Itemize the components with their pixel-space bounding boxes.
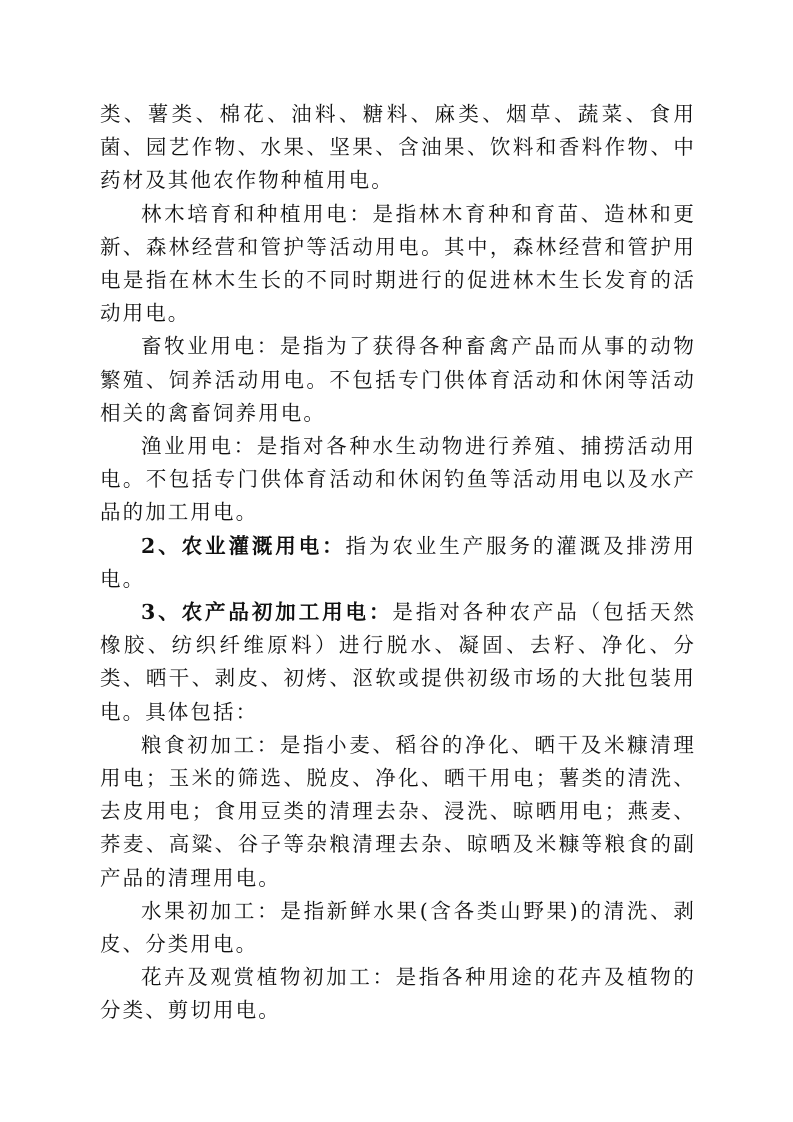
paragraph-forestry <box>100 198 696 331</box>
paragraph-irrigation <box>100 530 696 596</box>
paragraph-text: 类、薯类、棉花、油料、糖料、麻类、烟草、蔬菜、食用菌、园艺作物、水果、坚果、含油果、饮料和香料作物、中药材及其他农作物种植用电。 <box>100 102 696 193</box>
paragraph-text: 林木培育和种植用电：是指林木育种和育苗、造林和更新、森林经营和管护等活动用电。其中，森林经营和管护用电是指在林木生长的不同时期进行的促进林木生长发育的活动用电。 <box>100 201 696 326</box>
section-heading: 3、农产品初加工用电： <box>141 600 393 625</box>
paragraph-text: 水果初加工：是指新鲜水果(含各类山野果)的清洗、剥皮、分类用电。 <box>100 898 696 957</box>
paragraph-fishery <box>100 430 696 530</box>
paragraph-primary-processing <box>100 596 696 729</box>
paragraph-grain-processing <box>100 729 696 895</box>
paragraph-livestock <box>100 330 696 430</box>
paragraph-fruit-processing <box>100 895 696 961</box>
paragraph-text: 畜牧业用电：是指为了获得各种畜禽产品而从事的动物繁殖、饲养活动用电。不包括专门供体育活动和休闲等活动相关的禽畜饲养用电。 <box>100 334 696 425</box>
document-page <box>100 98 696 1028</box>
paragraph-crop-planting-continued <box>100 98 696 198</box>
section-heading: 2、农业灌溉用电： <box>141 533 346 558</box>
paragraph-text: 花卉及观赏植物初加工：是指各种用途的花卉及植物的分类、剪切用电。 <box>100 965 696 1023</box>
paragraph-text: 渔业用电：是指对各种水生动物进行养殖、捕捞活动用电。不包括专门供体育活动和休闲钓鱼等活动用电以及水产品的加工用电。 <box>100 434 696 525</box>
paragraph-flower-processing <box>100 961 696 1027</box>
paragraph-text: 是指对各种农产品（包括天然橡胶、纺织纤维原料）进行脱水、凝固、去籽、净化、分类、晒干、剥皮、初烤、沤软或提供初级市场的大批包装用电。具体包括： <box>100 600 696 724</box>
paragraph-text: 粮食初加工：是指小麦、稻谷的净化、晒干及米糠清理用电；玉米的筛选、脱皮、净化、晒干用电；薯类的清洗、去皮用电；食用豆类的清理去杂、浸洗、晾晒用电；燕麦、荞麦、高粱、谷子等杂粮清理去杂、晾晒及米糠等粮食的副产品的清理用电。 <box>100 732 696 890</box>
paragraph-text: 指为农业生产服务的灌溉及排涝用电。 <box>100 533 696 591</box>
